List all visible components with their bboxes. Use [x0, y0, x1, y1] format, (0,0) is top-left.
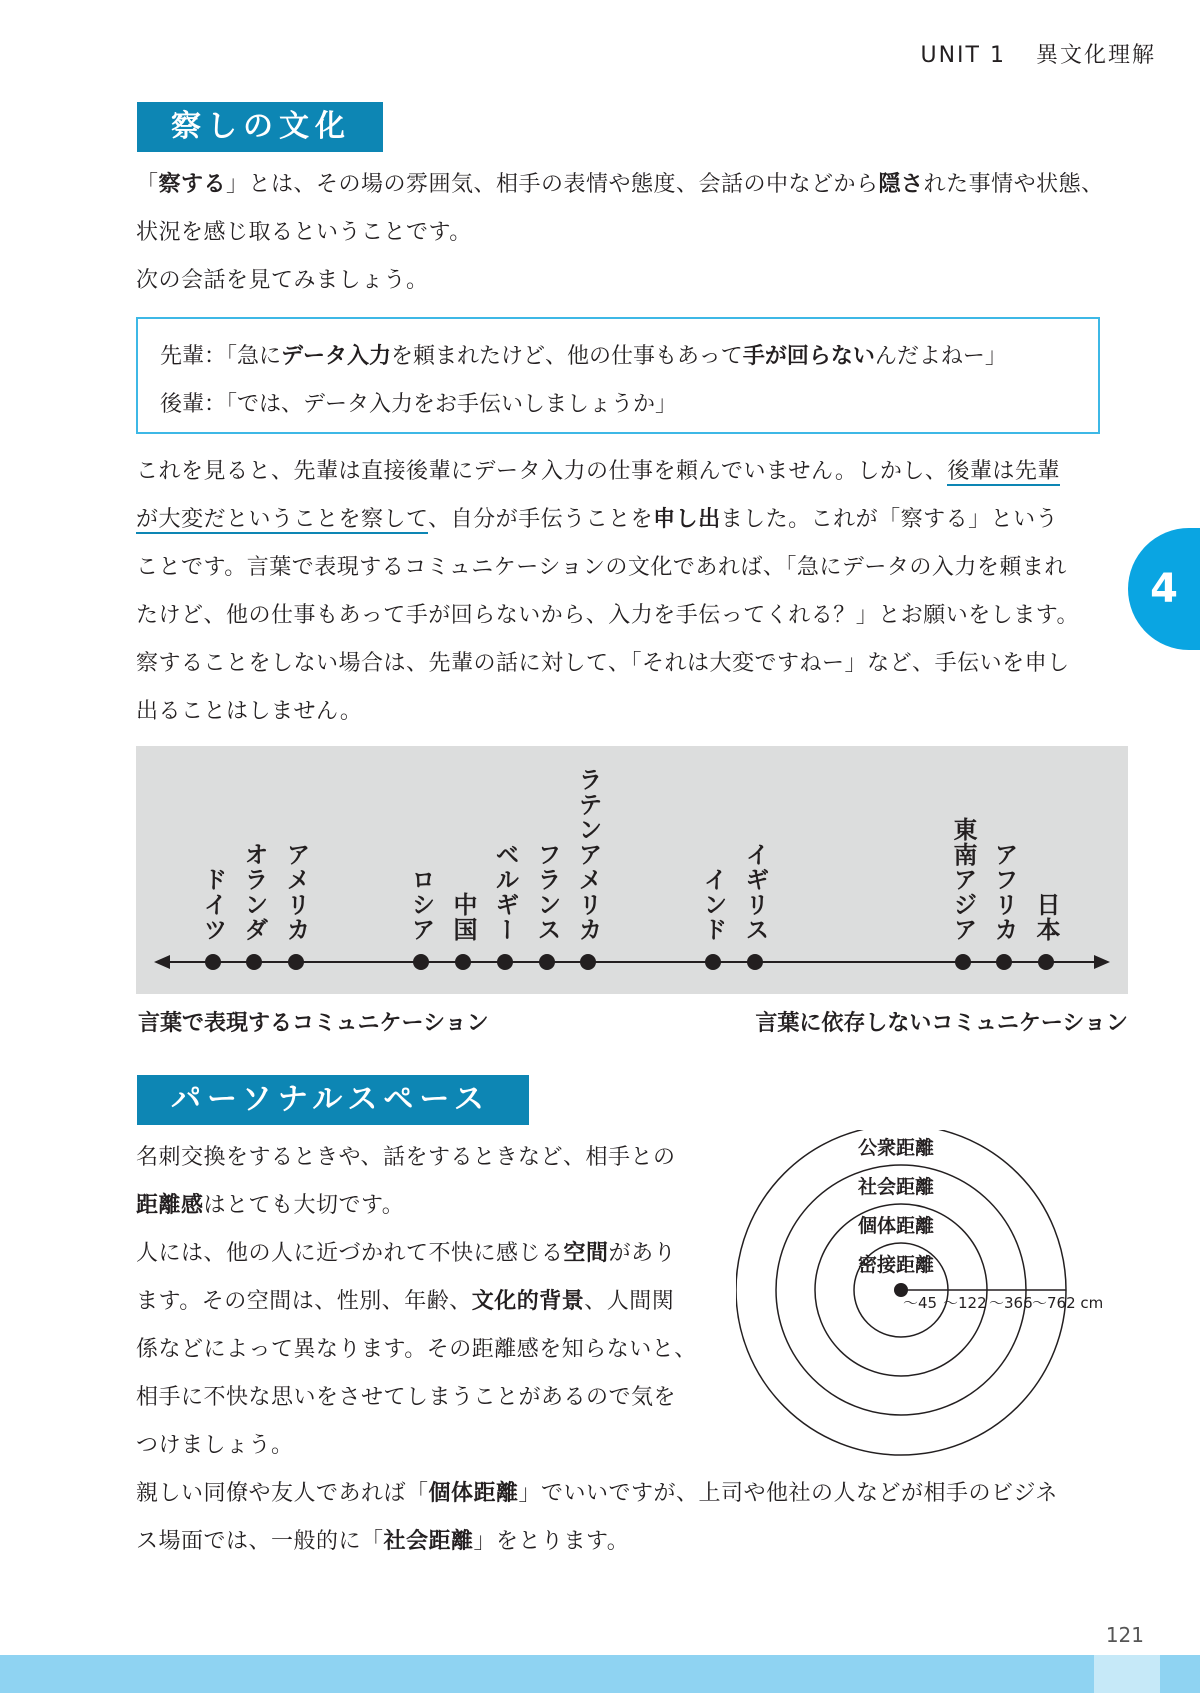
intro-line	[136, 161, 1104, 209]
axis-arrow-left	[154, 955, 170, 969]
ps-full-line	[136, 1518, 1058, 1566]
section-title-sasshi: 察しの文化	[137, 102, 383, 152]
text-run: を頼まれたけど、他の仕事もあって	[391, 344, 743, 369]
country-label: 日本	[1032, 892, 1060, 942]
section-title-personal-space: パーソナルスペース	[137, 1075, 529, 1125]
text-run: 出ることはしません。	[136, 699, 363, 724]
text-run: ました。これが「察する」という	[720, 507, 1059, 532]
bold-term: 社会距離	[383, 1529, 474, 1554]
public-distance-label: 公衆距離	[857, 1137, 935, 1159]
country-dot	[580, 954, 596, 970]
communication-scale-axis	[136, 746, 1128, 994]
country-dot	[288, 954, 304, 970]
bold-term: 距離感	[136, 1193, 204, 1218]
intro-line	[136, 209, 1104, 257]
body-paragraph	[136, 448, 1079, 736]
unit-label: UNIT 1	[920, 43, 1006, 68]
body-line	[136, 688, 1079, 736]
country-dot	[205, 954, 221, 970]
text-run: 相手に不快な思いをさせてしまうことがあるので気を	[136, 1385, 677, 1410]
personal-space-diagram	[736, 1130, 1126, 1460]
text-run: に感じる	[473, 1241, 564, 1266]
personal-distance-value: ～122	[943, 1294, 987, 1312]
body-line	[136, 496, 1079, 544]
footer-bar	[0, 1655, 1200, 1693]
ps-line	[136, 1230, 697, 1278]
text-run: 」とは、その場の雰囲気、相手の表情や態度、会話の中などから	[226, 172, 879, 197]
text-run: ス場面では、一般的に「	[136, 1529, 384, 1554]
business-distance-paragraph	[136, 1470, 1058, 1566]
bold-term: 申し出	[653, 507, 721, 532]
bold-term: 空間	[563, 1241, 609, 1266]
intro-line	[136, 257, 1104, 305]
page-number: 121	[1105, 1623, 1144, 1647]
text-run: ます。その空間は、性別、年齢、	[136, 1289, 472, 1314]
scale-caption-right: 言葉に依存しないコミュニケーション	[755, 1011, 1128, 1036]
ps-line	[136, 1374, 697, 1422]
country-dot	[955, 954, 971, 970]
text-run: これを見ると、先輩は直接後輩にデータ入力の仕事を頼んでいません。しかし、	[136, 459, 948, 484]
underlined-phrase: が大変だということを察して	[136, 507, 429, 532]
country-dot	[1038, 954, 1054, 970]
social-distance-value: ～366	[989, 1294, 1033, 1312]
body-line	[136, 544, 1079, 592]
public-distance-value: ～762 cm	[1032, 1294, 1104, 1312]
intimate-distance-value: ～45	[903, 1294, 938, 1312]
text-run: 次の会話を見てみましょう。	[136, 268, 429, 293]
chapter-tab: 4	[1128, 528, 1200, 650]
country-label: ラテンアメリカ	[574, 767, 602, 942]
ps-line	[136, 1326, 697, 1374]
country-dot	[497, 954, 513, 970]
country-dot	[747, 954, 763, 970]
country-label: ドイツ	[199, 867, 227, 942]
text-run: はとても大切です。	[203, 1193, 405, 1218]
text-run: 、自分が手伝うことを	[428, 507, 654, 532]
social-distance-label: 社会距離	[857, 1176, 935, 1198]
bold-term: データ入力	[281, 344, 392, 369]
text-run: 、人間関	[584, 1289, 675, 1314]
intimate-distance-label: 密接距離	[857, 1254, 935, 1276]
bold-term: 手が回らない	[742, 344, 875, 369]
country-label: 中国	[449, 892, 477, 942]
ps-line	[136, 1134, 697, 1182]
country-label: オランダ	[240, 842, 268, 942]
text-run: 親しい同僚や友人であれば「	[136, 1481, 429, 1506]
country-dot	[539, 954, 555, 970]
underlined-phrase: 後輩は先輩	[947, 459, 1060, 484]
unit-topic: 異文化理解	[1035, 43, 1156, 68]
text-run: 察することをしない場合は、先輩の話に対して、「それは大変ですねー」など、手伝いを申し	[136, 651, 1070, 676]
text-run: 「	[136, 172, 159, 197]
country-dot	[996, 954, 1012, 970]
ps-line	[136, 1422, 697, 1470]
text-run: れた事情や状態、	[923, 172, 1104, 197]
country-dot	[705, 954, 721, 970]
bold-term: 個体距離	[428, 1481, 519, 1506]
bold-term: 文化的背景	[471, 1289, 585, 1314]
body-line	[136, 592, 1079, 640]
unit-header	[921, 38, 1157, 69]
bold-term: 隠さ	[878, 172, 924, 197]
ps-line	[136, 1278, 697, 1326]
country-label: イギリス	[741, 842, 769, 942]
footer-bar-accent	[1094, 1655, 1160, 1693]
ps-full-line	[136, 1470, 1058, 1518]
text-run: 後輩：「では、データ入力をお手伝いしましょうか」	[160, 392, 678, 417]
text-run: つけましょう。	[136, 1433, 294, 1458]
personal-space-paragraph	[136, 1134, 697, 1470]
scale-caption-left: 言葉で表現するコミュニケーション	[138, 1011, 489, 1036]
personal-distance-label: 個体距離	[857, 1215, 935, 1237]
text-run: ことです。言葉で表現するコミュニケーションの文化であれば、「急にデータの入力を頼まれ	[136, 555, 1067, 580]
country-dot	[413, 954, 429, 970]
text-run: んだよねー」	[874, 344, 1007, 369]
country-dot	[246, 954, 262, 970]
intro-paragraph	[136, 161, 1104, 305]
country-label: アメリカ	[282, 842, 310, 942]
text-run: たけど、他の仕事もあって手が回らないから、入力を手伝ってくれる？」とお願いをします。	[136, 603, 1080, 628]
dialog-junior-line	[160, 387, 677, 418]
text-run: 」でいいですが、上司や他社の人などが相手のビジネ	[518, 1481, 1058, 1506]
country-label: アフリカ	[990, 842, 1018, 942]
text-run: 係などによって異なります。その距離感を知らないと、	[136, 1337, 697, 1362]
country-label: ベルギー	[491, 842, 519, 942]
dialog-box	[136, 317, 1100, 434]
text-run: 先輩：「急に	[160, 344, 282, 369]
text-run: があり	[608, 1241, 677, 1266]
country-label: 東南アジア	[949, 817, 977, 942]
text-run: 不快	[428, 1241, 474, 1266]
ps-line	[136, 1182, 697, 1230]
text-run: 状況を感じ取るということです。	[136, 220, 472, 245]
text-run: 」をとります。	[473, 1529, 630, 1554]
country-label: ロシア	[407, 867, 435, 942]
dialog-senior-line	[160, 339, 1007, 370]
text-run: 人には、他の人に近づかれて	[136, 1241, 429, 1266]
bold-term: 察する	[158, 172, 227, 197]
text-run: 名刺交換をするときや、話をするときなど、相手との	[136, 1145, 676, 1170]
communication-scale-panel	[136, 746, 1128, 994]
country-dot	[455, 954, 471, 970]
body-line	[136, 640, 1079, 688]
body-line	[136, 448, 1079, 496]
country-label: フランス	[533, 842, 561, 942]
country-label: インド	[699, 867, 727, 942]
axis-arrow-right	[1094, 955, 1110, 969]
